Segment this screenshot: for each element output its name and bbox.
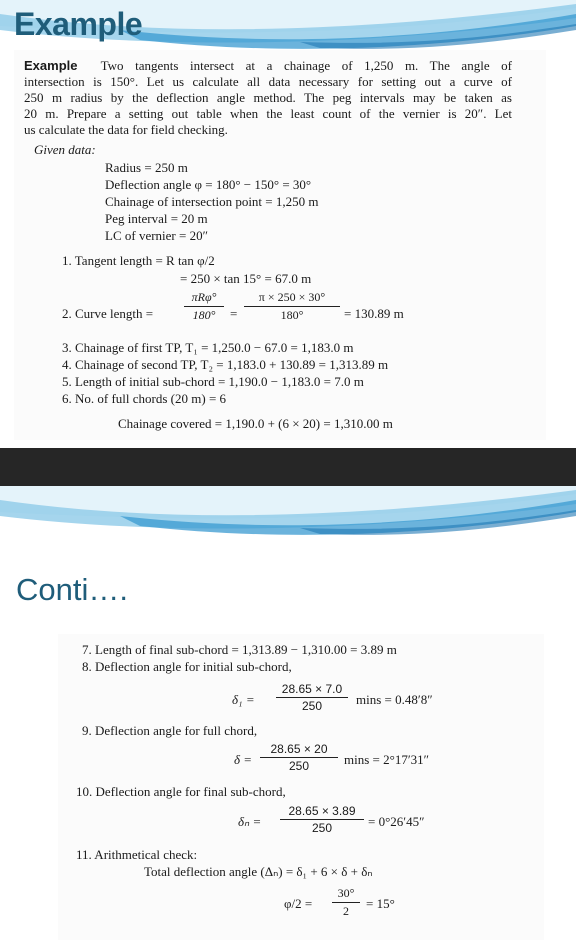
step-6: 6. No. of full chords (20 m) = 6 xyxy=(62,391,227,406)
step-9: 9. Deflection angle for full chord, xyxy=(82,723,258,738)
delta-n-lhs: δₙ = xyxy=(238,814,262,829)
step-10: 10. Deflection angle for final sub-chord, xyxy=(76,784,286,799)
given-label: Given data: xyxy=(34,142,96,157)
delta-1-fraction: $\frac{28.65 \times 7.0}{250}$ xyxy=(276,682,348,713)
slide-1-title: Example xyxy=(14,6,143,42)
chainage-covered: Chainage covered = 1,190.0 + (6 × 20) = 1,310.00 m xyxy=(118,416,393,431)
curve-length-fraction-1: πRφ° 180° xyxy=(184,290,224,323)
step-2-equals: = xyxy=(230,306,238,321)
slide-divider xyxy=(0,448,576,486)
continued-scan-panel xyxy=(58,634,544,940)
step-2-label: 2. Curve length = xyxy=(62,306,154,321)
delta-rhs: mins = 2°17′31″ xyxy=(344,752,430,767)
step-8: 8. Deflection angle for initial sub-chord, xyxy=(82,659,292,674)
given-radius: Radius = 250 m xyxy=(105,160,188,175)
delta-fraction: $\frac{28.65 \times 20}{250}$ xyxy=(260,742,338,773)
delta-n-rhs: = 0°26′45″ xyxy=(368,814,425,829)
total-deflection: Total deflection angle (Δₙ) = δ₁ + 6 × δ + δₙ xyxy=(144,864,373,879)
given-peg: Peg interval = 20 m xyxy=(105,211,208,226)
delta-1-lhs: δ₁ = xyxy=(232,692,255,707)
delta-lhs: δ = xyxy=(234,752,253,767)
delta-n-fraction: $\frac{28.65 \times 3.89}{250}$ xyxy=(280,804,364,835)
intro-lead: Example xyxy=(24,58,78,73)
step-1-line-1: 1. Tangent length = R tan φ/2 xyxy=(62,253,215,268)
slide-2 xyxy=(0,486,576,944)
half-angle-lhs: φ/2 = xyxy=(284,896,313,911)
intro-line-1: Example Two tangents intersect at a chainage of 1,250 m. The angle of xyxy=(24,58,512,73)
given-deflection: Deflection angle φ = 180° − 150° = 30° xyxy=(105,177,312,192)
step-11: 11. Arithmetical check: xyxy=(76,847,198,862)
slide-1 xyxy=(0,0,576,448)
curve-length-fraction-2: $\frac{\pi \times 250 \times 30^\circ}{180^\circ}$ xyxy=(244,290,340,323)
step-3: 3. Chainage of first TP, T₁ = 1,250.0 − 67.0 = 1,183.0 m xyxy=(62,340,354,355)
intro-line-5: us calculate the data for field checking. xyxy=(24,122,228,137)
intro-line-3: 250 m radius by the deflection angle method. The peg intervals may be taken as xyxy=(24,90,512,105)
step-1-line-2: = 250 × tan 15° = 67.0 m xyxy=(180,271,312,286)
slide-2-wave-banner xyxy=(0,486,576,556)
half-angle-rhs: = 15° xyxy=(366,896,395,911)
delta-1-rhs: mins = 0.48′8″ xyxy=(356,692,433,707)
intro-line-4: 20 m. Prepare a setting out table when the least count of the vernier is 20″. Let xyxy=(24,106,512,121)
step-7: 7. Length of final sub-chord = 1,313.89 − 1,310.00 = 3.89 m xyxy=(82,642,397,657)
step-2-result: = 130.89 m xyxy=(344,306,404,321)
half-angle-fraction: $\frac{30^\circ}{2}$ xyxy=(332,886,360,919)
example-scan-panel xyxy=(14,50,546,440)
intro-line-2: intersection is 150°. Let us calculate all data necessary for setting out a curve of xyxy=(24,74,512,89)
step-4: 4. Chainage of second TP, T₂ = 1,183.0 + 130.89 = 1,313.89 m xyxy=(62,357,389,372)
given-chainage: Chainage of intersection point = 1,250 m xyxy=(105,194,319,209)
slide-2-title: Conti…. xyxy=(16,572,128,607)
given-lc: LC of vernier = 20″ xyxy=(105,228,208,243)
step-5: 5. Length of initial sub-chord = 1,190.0 − 1,183.0 = 7.0 m xyxy=(62,374,364,389)
